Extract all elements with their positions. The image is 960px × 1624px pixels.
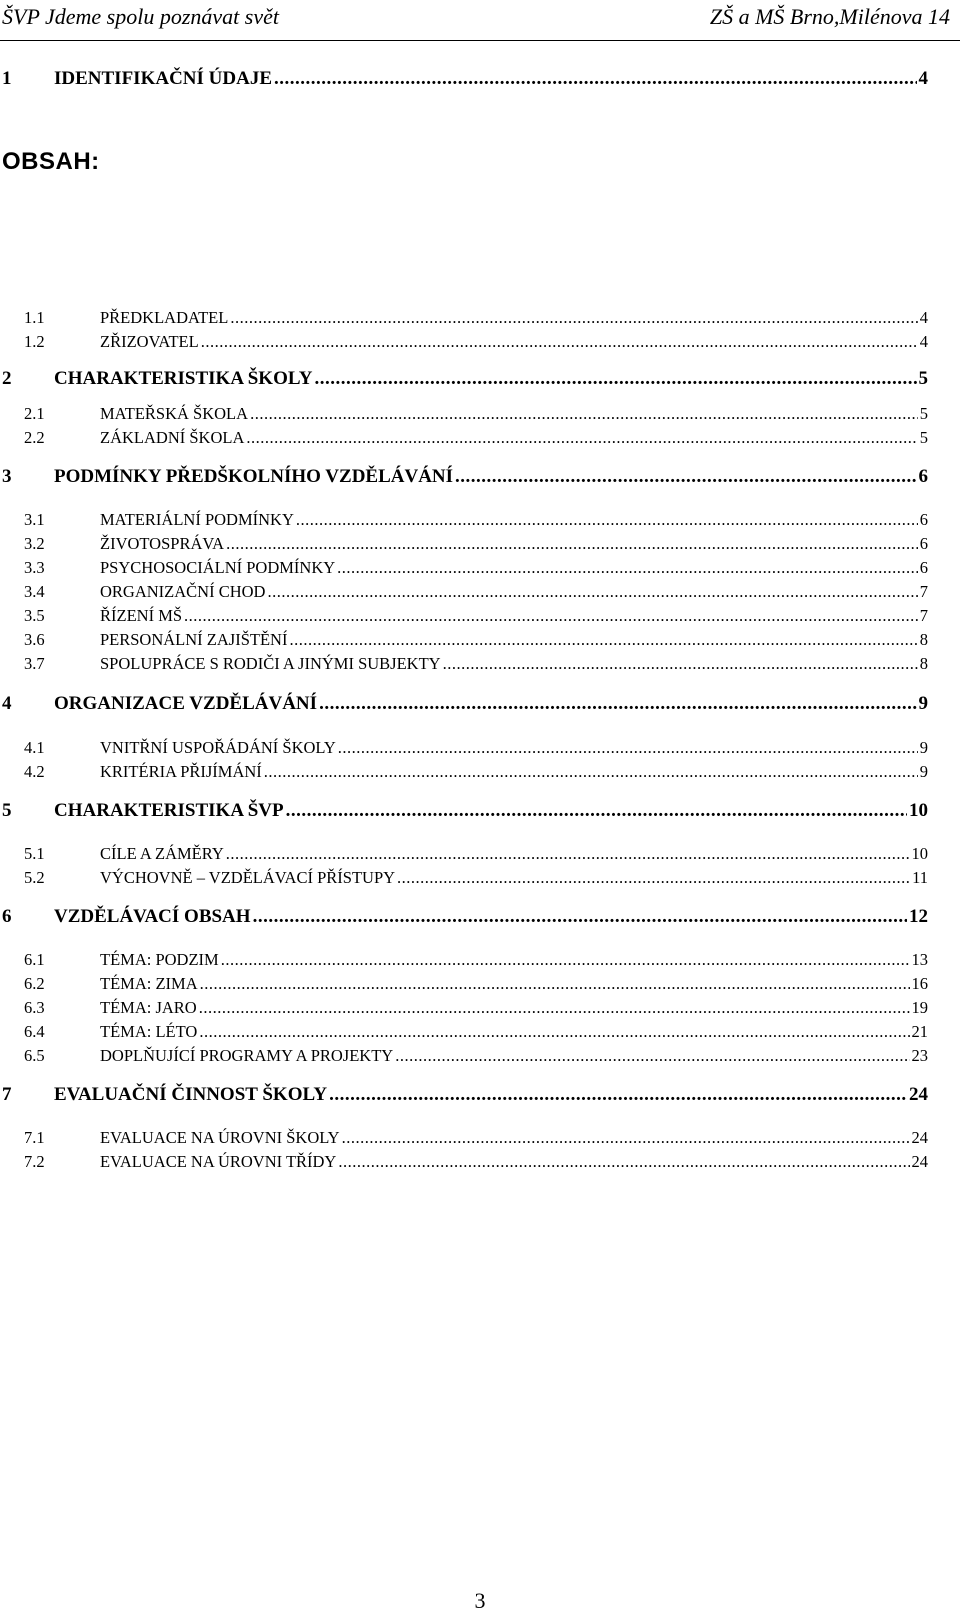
toc-entry-label: DOPLŇUJÍCÍ PROGRAMY A PROJEKTY <box>100 1046 394 1065</box>
toc-dot-leader <box>338 1152 909 1172</box>
toc-dot-leader <box>199 1022 909 1042</box>
toc-entry[interactable] <box>0 428 928 452</box>
toc-entry-page: 23 <box>911 1046 928 1065</box>
toc-entry-label: VÝCHOVNĚ – VZDĚLÁVACÍ PŘÍSTUPY <box>100 868 396 887</box>
toc-entry-label: VNITŘNÍ USPOŘÁDÁNÍ ŠKOLY <box>100 738 336 757</box>
toc-dot-leader <box>267 582 917 602</box>
toc-entry[interactable] <box>0 308 928 332</box>
toc-entry-page: 4 <box>919 308 928 327</box>
toc-entry-number: 4.1 <box>24 738 45 757</box>
toc-entry-label: EVALUACE NA ÚROVNI TŘÍDY <box>100 1152 337 1171</box>
toc-dot-leader <box>226 844 910 864</box>
toc-entry-label: PODMÍNKY PŘEDŠKOLNÍHO VZDĚLÁVÁNÍ <box>54 466 454 487</box>
toc-entry-number: 3.2 <box>24 534 45 553</box>
toc-dot-leader <box>443 654 918 674</box>
toc-entry-number: 6 <box>2 906 12 927</box>
toc-entry[interactable] <box>0 844 928 868</box>
toc-entry-page: 5 <box>919 404 928 423</box>
toc-entry[interactable] <box>0 738 928 762</box>
toc-entry-number: 6.3 <box>24 998 45 1017</box>
toc-entry-page: 4 <box>919 332 928 351</box>
toc-entry-page: 6 <box>919 558 928 577</box>
page-number: 3 <box>474 1588 486 1613</box>
toc-entry-number: 1 <box>2 68 12 89</box>
toc-entry-page: 9 <box>918 693 928 714</box>
toc-dot-leader <box>221 950 910 970</box>
toc-dot-leader <box>201 332 918 352</box>
toc-dot-leader <box>184 606 918 626</box>
toc-entry-page: 6 <box>919 510 928 529</box>
toc-entry-number: 7.2 <box>24 1152 45 1171</box>
toc-entry[interactable] <box>0 332 928 356</box>
toc-entry-label: ORGANIZAČNÍ CHOD <box>100 582 266 601</box>
toc-entry-number: 3.4 <box>24 582 45 601</box>
toc-entry-label: CHARAKTERISTIKA ŠKOLY <box>54 368 313 389</box>
toc-entry-page: 10 <box>911 844 928 863</box>
toc-entry-label: VZDĚLÁVACÍ OBSAH <box>54 906 251 927</box>
toc-entry[interactable] <box>0 534 928 558</box>
toc-entry-page: 5 <box>919 428 928 447</box>
toc-entry-label: CÍLE A ZÁMĚRY <box>100 844 224 863</box>
toc-entry-label: ZŘIZOVATEL <box>100 332 199 351</box>
toc-entry[interactable] <box>0 868 928 892</box>
toc-entry[interactable] <box>0 368 928 392</box>
toc-dot-leader <box>397 868 910 888</box>
toc-entry-number: 6.5 <box>24 1046 45 1065</box>
toc-entry-page: 9 <box>919 738 928 757</box>
toc-entry-page: 6 <box>919 534 928 553</box>
toc-entry-number: 2.2 <box>24 428 45 447</box>
toc-entry[interactable] <box>0 800 928 824</box>
toc-dot-leader <box>253 906 907 928</box>
toc-entry-page: 7 <box>919 582 928 601</box>
toc-entry-number: 5 <box>2 800 12 821</box>
toc-dot-leader <box>315 368 917 390</box>
toc-entry[interactable] <box>0 1084 928 1108</box>
toc-entry-label: ŘÍZENÍ MŠ <box>100 606 183 625</box>
toc-entry[interactable] <box>0 606 928 630</box>
toc-entry-label: ZÁKLADNÍ ŠKOLA <box>100 428 245 447</box>
toc-entry[interactable] <box>0 582 928 606</box>
toc-entry-page: 5 <box>918 368 928 389</box>
toc-entry-page: 10 <box>909 800 928 821</box>
toc-entry-label: SPOLUPRÁCE S RODIČI A JINÝMI SUBJEKTY <box>100 654 441 673</box>
toc-entry-page: 16 <box>911 974 928 993</box>
toc-entry-label: IDENTIFIKAČNÍ ÚDAJE <box>54 68 272 89</box>
toc-dot-leader <box>289 630 917 650</box>
toc-entry-number: 2.1 <box>24 404 45 423</box>
toc-entry-page: 11 <box>912 868 928 887</box>
toc-dot-leader <box>342 1128 910 1148</box>
toc-entry-number: 4 <box>2 693 12 714</box>
toc-entry[interactable] <box>0 510 928 534</box>
toc-entry-label: TÉMA: LÉTO <box>100 1022 198 1041</box>
toc-entry-label: PERSONÁLNÍ ZAJIŠTĚNÍ <box>100 630 288 649</box>
toc-entry-label: TÉMA: JARO <box>100 998 197 1017</box>
toc-title: OBSAH: <box>2 148 100 175</box>
toc-dot-leader <box>199 998 910 1018</box>
toc-entry-label: EVALUAČNÍ ČINNOST ŠKOLY <box>54 1084 328 1105</box>
toc-entry-label: KRITÉRIA PŘIJÍMÁNÍ <box>100 762 262 781</box>
page-header <box>0 0 960 41</box>
toc-entry-label: PSYCHOSOCIÁLNÍ PODMÍNKY <box>100 558 336 577</box>
toc-dot-leader <box>337 558 918 578</box>
toc-entry[interactable] <box>0 974 928 998</box>
toc-entry[interactable] <box>0 558 928 582</box>
toc-entry[interactable] <box>0 1022 928 1046</box>
toc-entry-page: 12 <box>909 906 928 927</box>
toc-entry-page: 24 <box>911 1152 928 1171</box>
toc-entry-number: 3.3 <box>24 558 45 577</box>
toc-entry[interactable] <box>0 654 928 678</box>
toc-entry-page: 4 <box>918 68 928 89</box>
toc-entry[interactable] <box>0 630 928 654</box>
toc-entry[interactable] <box>0 1128 928 1152</box>
toc-dot-leader <box>230 308 917 328</box>
toc-dot-leader <box>455 466 916 488</box>
toc-entry-label: CHARAKTERISTIKA ŠVP <box>54 800 284 821</box>
toc-entry-page: 21 <box>911 1022 928 1041</box>
toc-entry-number: 3.7 <box>24 654 45 673</box>
toc-entry-label: TÉMA: ZIMA <box>100 974 198 993</box>
header-school-name: ZŠ a MŠ Brno,Milénova 14 <box>709 4 950 29</box>
toc-entry-page: 7 <box>919 606 928 625</box>
toc-entry[interactable] <box>0 404 928 428</box>
toc-entry-number: 3 <box>2 466 12 487</box>
toc-dot-leader <box>296 510 918 530</box>
toc-dot-leader <box>338 738 918 758</box>
toc-dot-leader <box>329 1084 907 1106</box>
toc-entry-number: 2 <box>2 368 12 389</box>
toc-dot-leader <box>264 762 918 782</box>
toc-entry[interactable] <box>0 1152 928 1176</box>
toc-dot-leader <box>200 974 910 994</box>
toc-entry-page: 6 <box>918 466 928 487</box>
toc-entry-number: 7.1 <box>24 1128 45 1147</box>
toc-entry[interactable] <box>0 906 928 930</box>
toc-entry-number: 3.1 <box>24 510 45 529</box>
toc-entry-number: 5.1 <box>24 844 45 863</box>
toc-entry[interactable] <box>0 998 928 1022</box>
toc-entry[interactable] <box>0 762 928 786</box>
toc-entry-number: 1.1 <box>24 308 45 327</box>
toc-entry-page: 24 <box>909 1084 928 1105</box>
toc-entry[interactable] <box>0 950 928 974</box>
toc-dot-leader <box>274 68 917 90</box>
toc-dot-leader <box>286 800 907 822</box>
header-school-program: ŠVP Jdeme spolu poznávat svět <box>2 4 279 29</box>
toc-entry-page: 13 <box>911 950 928 969</box>
toc-entry-number: 6.2 <box>24 974 45 993</box>
toc-entry[interactable] <box>0 1046 928 1070</box>
toc-entry-label: TÉMA: PODZIM <box>100 950 219 969</box>
toc-entry-page: 24 <box>911 1128 928 1147</box>
toc-dot-leader <box>246 428 917 448</box>
toc-entry-page: 9 <box>919 762 928 781</box>
toc-dot-leader <box>395 1046 909 1066</box>
toc-entry[interactable] <box>0 693 928 717</box>
toc-entry[interactable] <box>0 466 928 490</box>
toc-entry-page: 19 <box>911 998 928 1017</box>
toc-entry-label: EVALUACE NA ÚROVNI ŠKOLY <box>100 1128 340 1147</box>
toc-entry-number: 3.5 <box>24 606 45 625</box>
toc-entry-number: 1.2 <box>24 332 45 351</box>
toc-entry-label: ŽIVOTOSPRÁVA <box>100 534 225 553</box>
toc-entry-label: PŘEDKLADATEL <box>100 308 229 327</box>
toc-entry-number: 7 <box>2 1084 12 1105</box>
toc-entry-number: 4.2 <box>24 762 45 781</box>
toc-entry-number: 6.4 <box>24 1022 45 1041</box>
toc-entry-label: MATEŘSKÁ ŠKOLA <box>100 404 249 423</box>
toc-entry-label: ORGANIZACE VZDĚLÁVÁNÍ <box>54 693 318 714</box>
toc-entry-page: 8 <box>919 630 928 649</box>
toc-entry-label: MATERIÁLNÍ PODMÍNKY <box>100 510 294 529</box>
toc-entry-number: 3.6 <box>24 630 45 649</box>
toc-entry[interactable] <box>0 68 928 92</box>
toc-dot-leader <box>226 534 918 554</box>
toc-entry-number: 6.1 <box>24 950 45 969</box>
toc-entry-number: 5.2 <box>24 868 45 887</box>
toc-dot-leader <box>250 404 918 424</box>
toc-dot-leader <box>319 693 916 715</box>
toc-entry-page: 8 <box>919 654 928 673</box>
